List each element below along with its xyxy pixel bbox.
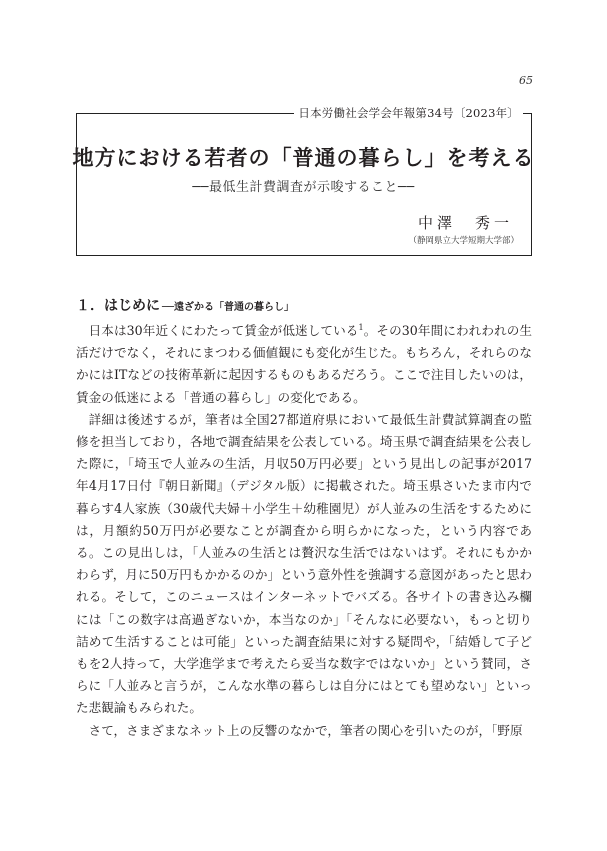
paragraph-1-lead: 日本は30年近くにわたって賃金が低迷している xyxy=(88,323,359,338)
author-name: 中澤 秀一 xyxy=(417,214,513,232)
article-subtitle: ──最低生計費調査が示唆すること── xyxy=(192,180,415,195)
section-title: はじめに xyxy=(104,298,160,314)
article-title: 地方における若者の「普通の暮らし」を考える xyxy=(72,145,535,170)
section-subtitle: ──遠ざかる「普通の暮らし」 xyxy=(162,302,295,313)
paragraph-1-rest: 。その30年間にわれわれの生活だけでなく，それにまつわる価値観にも変化が生じた。もちろん，それらのなかにはITなどの技術革新に起因するものもあるだろう。ここで注目したいのは，賃金の低迷による「普通の暮らし」の変化である。 xyxy=(76,323,533,405)
body-text xyxy=(76,320,532,742)
section-heading xyxy=(76,295,294,315)
page-number: 65 xyxy=(519,74,533,87)
paragraph-2: 詳細は後述するが，筆者は全国27都道府県において最低生計費試算調査の監修を担当しており，各地で調査結果を公表している。埼玉県で調査結果を公表した際に，「埼玉で人並みの生活，月収50万円必要」という見出しの記事が2017年4月17日付『朝日新聞』（デジタル版）に掲載された。埼玉県さいたま市内で暮らす4人家族（30歳代夫婦＋小学生＋幼稚園児）が人並みの生活をするためには，月額約50万円が必要なことが調査から明らかになった，という内容である。この見出しは，「人並みの生活とは贅沢な生活ではないはず。それにもかかわらず，月に50万円もかかるのか」という意外性を強調する意図があったと思われる。そして，このニュースはインターネットでバズる。各サイトの書き込み欄には「この数字は高過ぎないか，本当なのか」「そんなに必要ない，もっと切り詰めて生活することは可能」といった調査結果に対する疑問や，「結婚して子どもを2人持って，大学進学まで考えたら妥当な数字ではないか」という賛同，さらに「人並みと言うが，こんな水準の暮らしは自分にはとても望めない」といった悲観論もみられた。 xyxy=(76,411,532,716)
author-affiliation: （静岡県立大学短期大学部） xyxy=(408,236,519,246)
paragraph-1 xyxy=(76,320,532,409)
paragraph-3: さて，さまざまなネット上の反響のなかで，筆者の関心を引いたのが，「野原 xyxy=(88,722,523,738)
footnote-marker[interactable]: 1 xyxy=(358,322,364,332)
journal-reference: 日本労働社会学会年報第34号〔2023年〕 xyxy=(294,105,523,121)
section-number: １． xyxy=(76,298,104,314)
